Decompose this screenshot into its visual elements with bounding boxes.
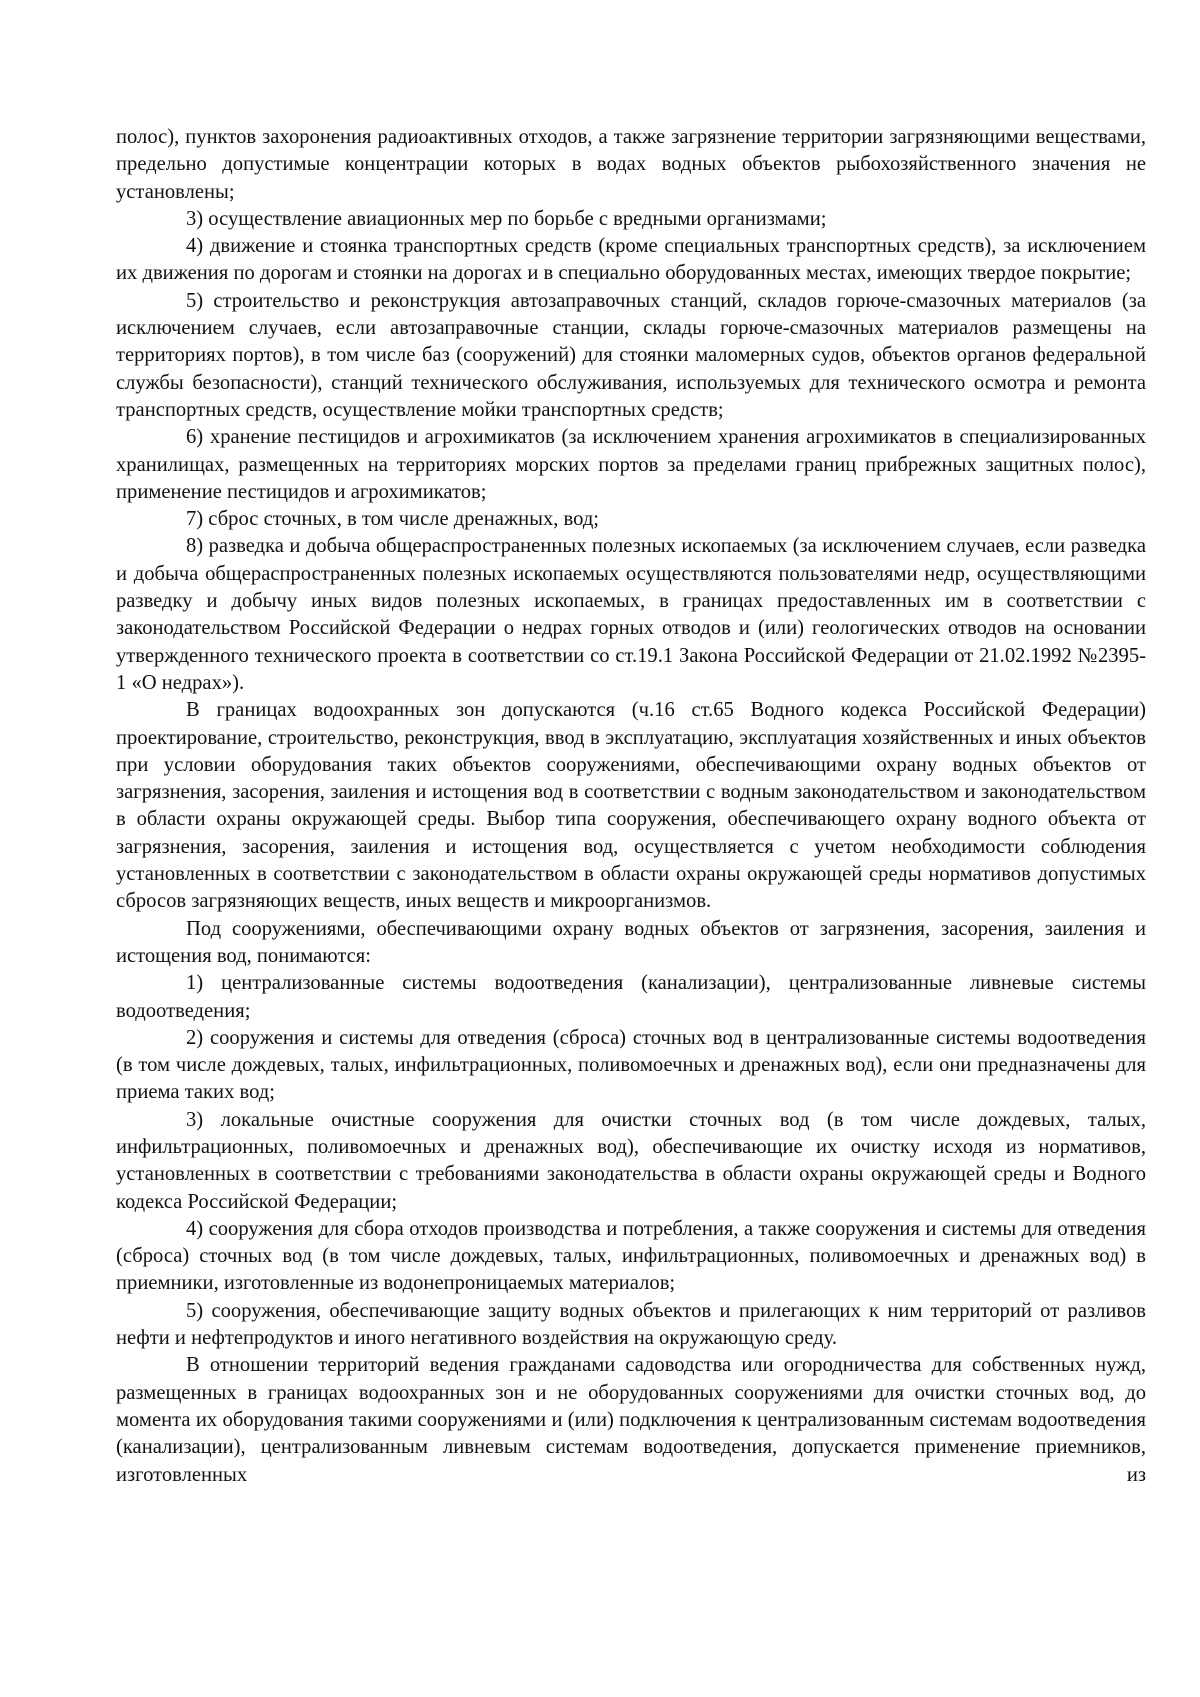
paragraph-item-7: 7) сброс сточных, в том числе дренажных, вод; bbox=[186, 508, 600, 531]
paragraph-structures-definition: Под сооружениями, обеспечивающими охрану водных объектов от загрязнения, засорения, заиления и истощения вод, понимаются: bbox=[116, 917, 1146, 967]
paragraph-item-4: 4) движение и стоянка транспортных средств (кроме специальных транспортных средств), за исключением их движения по дорогам и стоянки на дорогах и в специально оборудованных местах, имеющих твердое покрытие; bbox=[116, 235, 1146, 285]
paragraph-gardening-territories: В отношении территорий ведения гражданами садоводства или огородничества для собственных нужд, размещенных в границах водоохранных зон и не оборудованных сооружениями для очистки сточных вод, до момента их оборудования такими сооружениями и (или) подключения к централизованным системам водоотведения (канализации), централизованным ливневым системам водоотведения, допускается применение приемников, изготовленных из bbox=[116, 1354, 1146, 1486]
paragraph-item-5: 5) строительство и реконструкция автозаправочных станций, складов горюче-смазочных материалов (за исключением случаев, если автозаправочные станции, склады горюче-смазочных материалов размещены на территориях портов), в том числе баз (сооружений) для стоянки маломерных судов, объектов органов федеральной службы безопасности), станций технического обслуживания, используемых для технического осмотра и ремонта транспортных средств, осуществление мойки транспортных средств; bbox=[116, 289, 1146, 421]
paragraph-1: полос), пунктов захоронения радиоактивных отходов, а также загрязнение территории загрязняющими веществами, предельно допустимые концентрации которых в водах водных объектов рыбохозяйственного значения не установлены; bbox=[116, 126, 1146, 203]
document-page bbox=[116, 124, 1146, 1489]
paragraph-structure-1: 1) централизованные системы водоотведения (канализации), централизованные ливневые системы водоотведения; bbox=[116, 972, 1146, 1022]
paragraph-item-3: 3) осуществление авиационных мер по борьбе с вредными организмами; bbox=[186, 207, 827, 230]
paragraph-item-6: 6) хранение пестицидов и агрохимикатов (за исключением хранения агрохимикатов в специализированных хранилищах, размещенных на территориях морских портов за пределами границ прибрежных защитных полос), применение пестицидов и агрохимикатов; bbox=[116, 426, 1146, 503]
paragraph-permitted-activities: В границах водоохранных зон допускаются (ч.16 ст.65 Водного кодекса Российской Федерации) проектирование, строительство, реконструкция, ввод в эксплуатацию, эксплуатация хозяйственных и иных объектов при условии оборудования таких объектов сооружениями, обеспечивающими охрану водных объектов от загрязнения, засорения, заиления и истощения вод в соответствии с водным законодательством и законодательством в области охраны окружающей среды. Выбор типа сооружения, обеспечивающего охрану водного объекта от загрязнения, засорения, заиления и истощения вод, осуществляется с учетом необходимости соблюдения установленных в соответствии с законодательством в области охраны окружающей среды нормативов допустимых сбросов загрязняющих веществ, иных веществ и микроорганизмов. bbox=[116, 699, 1146, 913]
paragraph-item-8: 8) разведка и добыча общераспространенных полезных ископаемых (за исключением случаев, если разведка и добыча общераспространенных полезных ископаемых осуществляются пользователями недр, осуществляющими разведку и добычу иных видов полезных ископаемых, в границах предоставленных им в соответствии с законодательством Российской Федерации о недрах горных отводов и (или) геологических отводов на основании утвержденного технического проекта в соответствии со ст.19.1 Закона Российской Федерации от 21.02.1992 №2395-1 «О недрах»). bbox=[116, 535, 1146, 694]
paragraph-structure-5: 5) сооружения, обеспечивающие защиту водных объектов и прилегающих к ним территорий от разливов нефти и нефтепродуктов и иного негативного воздействия на окружающую среду. bbox=[116, 1299, 1146, 1350]
paragraph-structure-2: 2) сооружения и системы для отведения (сброса) сточных вод в централизованные системы водоотведения (в том числе дождевых, талых, инфильтрационных, поливомоечных и дренажных вод), если они предназначены для приема таких вод; bbox=[116, 1026, 1146, 1104]
paragraph-structure-3: 3) локальные очистные сооружения для очистки сточных вод (в том числе дождевых, талых, инфильтрационных, поливомоечных и дренажных вод), обеспечивающие их очистку исходя из нормативов, установленных в соответствии с требованиями законодательства в области охраны окружающей среды и Водного кодекса Российской Федерации; bbox=[116, 1108, 1146, 1213]
paragraph-structure-4: 4) сооружения для сбора отходов производства и потребления, а также сооружения и системы для отведения (сброса) сточных вод (в том числе дождевых, талых, инфильтрационных, поливомоечных и дренажных вод) в приемники, изготовленные из водонепроницаемых материалов; bbox=[116, 1217, 1146, 1295]
